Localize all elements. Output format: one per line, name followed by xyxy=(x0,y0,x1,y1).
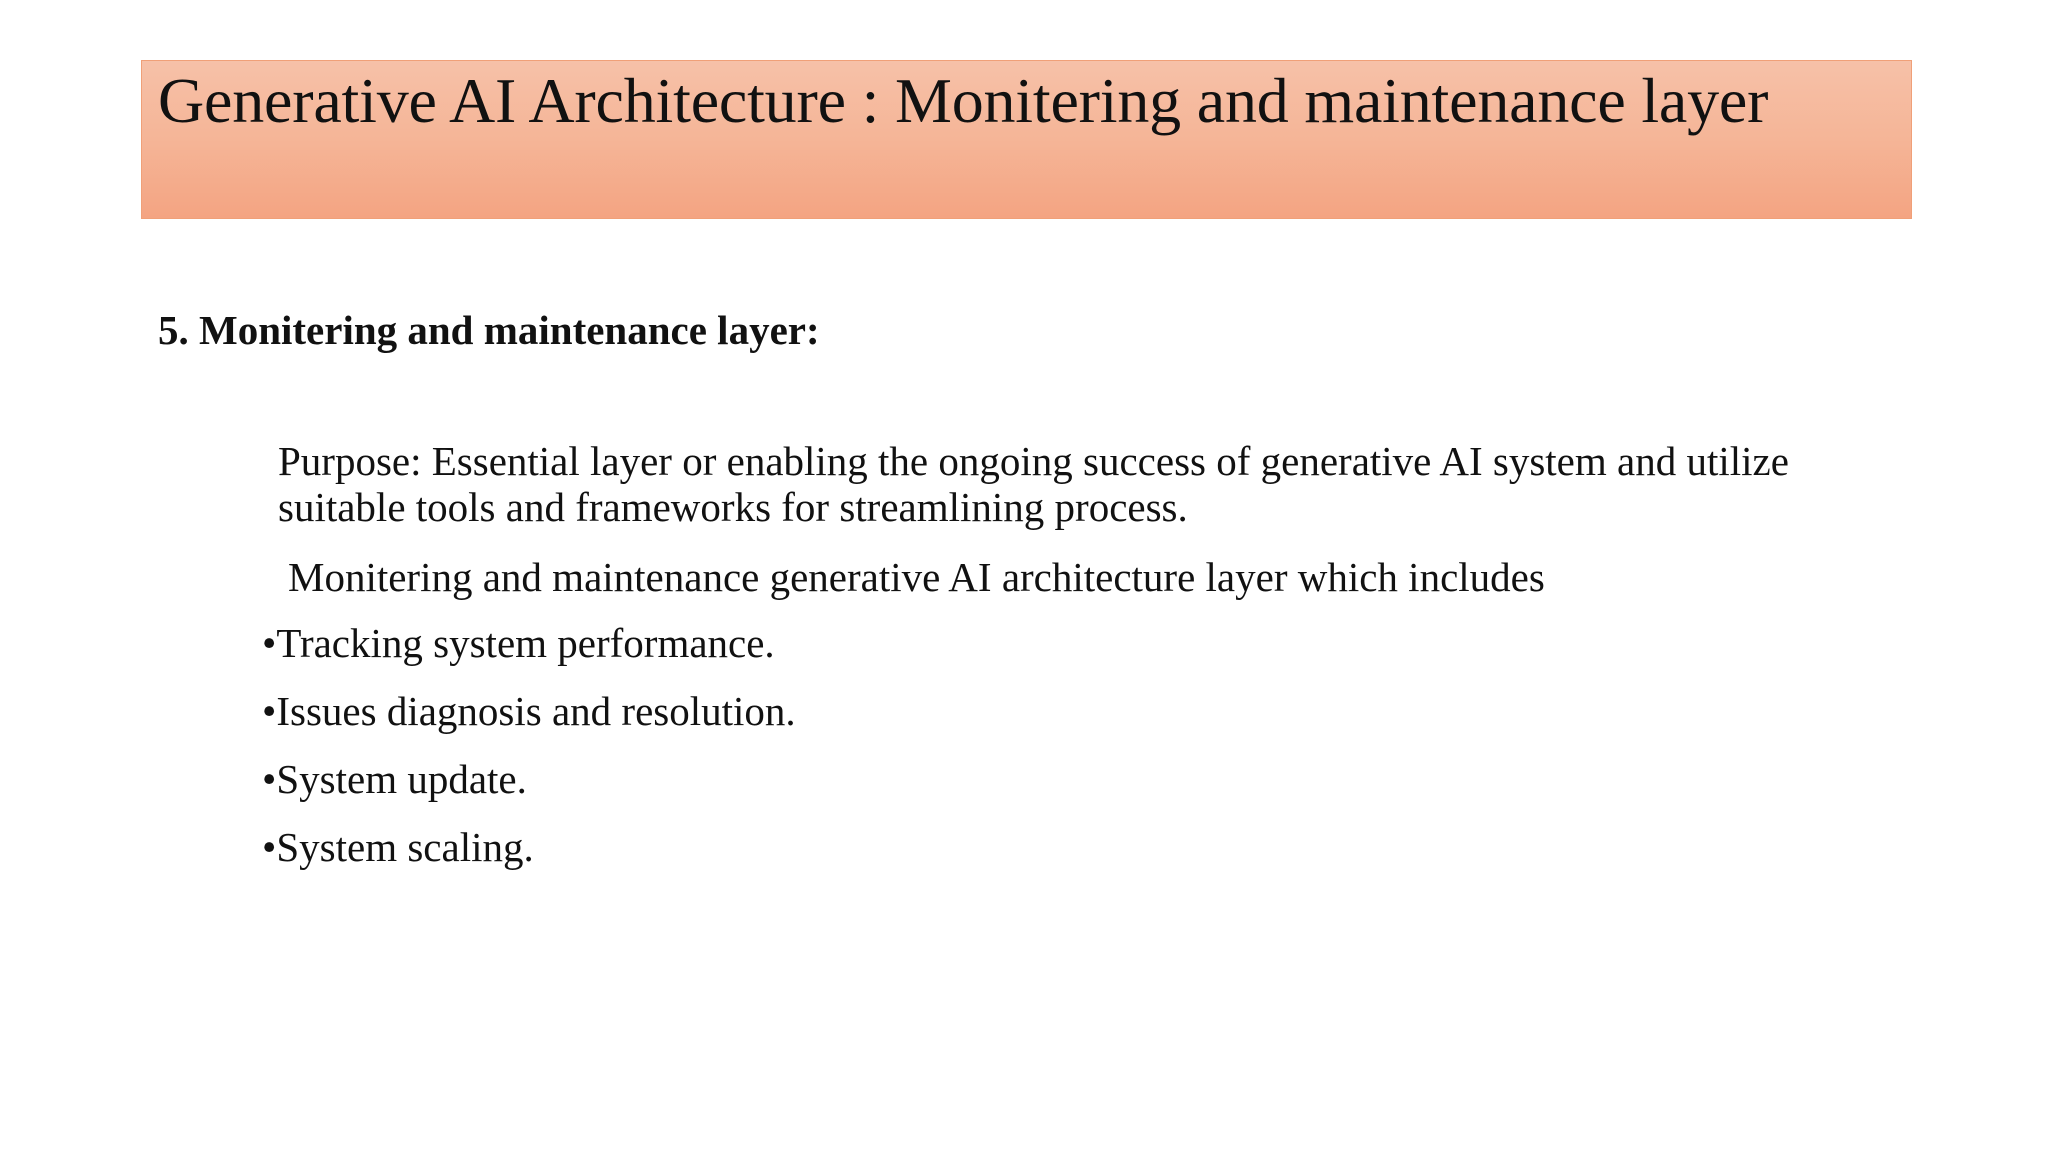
bullet-list xyxy=(262,620,796,892)
title-banner xyxy=(141,60,1912,219)
bullet-item: •System scaling. xyxy=(262,824,534,870)
purpose-paragraph: Purpose: Essential layer or enabling the ongoing success of generative AI system and utilize suitable tools and frameworks for streamlining process. xyxy=(278,438,1789,530)
bullet-item: •Tracking system performance. xyxy=(262,620,775,666)
section-heading: 5. Monitering and maintenance layer: xyxy=(158,307,820,353)
intro-line: Monitering and maintenance generative AI architecture layer which includes xyxy=(288,554,1545,600)
bullet-item: •Issues diagnosis and resolution. xyxy=(262,688,796,734)
slide-title: Generative AI Architecture : Monitering and maintenance layer xyxy=(158,65,1769,136)
bullet-item: •System update. xyxy=(262,756,527,802)
